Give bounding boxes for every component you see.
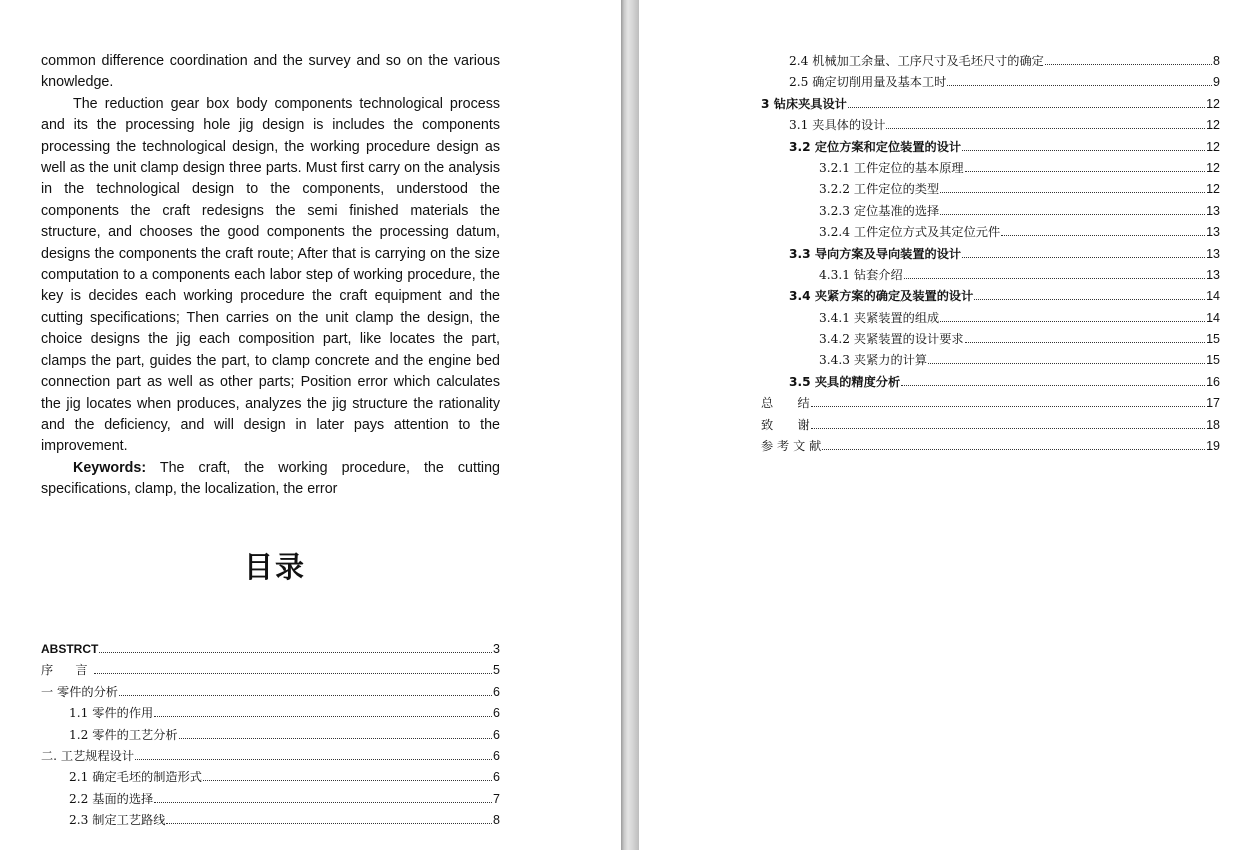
toc-entry[interactable]: 3.1 夹具体的设计 12 [789,118,1220,133]
toc-entry[interactable]: 2.3 制定工艺路线 8 [69,813,500,828]
toc-entry[interactable]: 3.2.3 定位基准的选择 13 [819,203,1220,218]
toc-entry[interactable]: 致 谢 18 [761,417,1220,432]
toc-entry[interactable]: 3.2.2 工件定位的类型 12 [819,182,1220,197]
toc-entry[interactable]: 一 零件的分析 6 [41,684,500,699]
toc-title: 目录 [244,550,307,584]
page-gutter [621,0,639,850]
toc-entry[interactable]: 2.5 确定切削用量及基本工时 9 [789,75,1220,90]
toc-entry[interactable]: 3.4 夹紧方案的确定及装置的设计 14 [789,289,1220,304]
abstract-paragraph: The reduction gear box body components technological process and its the processing hole jig design is includes the components processing the technological design, the working procedure design as well as the unit clamp design three parts. Must first carry on the analysis in the technological design to the components, understood the components the craft redesigns the semi finished materials the structure, and chooses the good components the processing datum, designs the components the craft route; After that is carrying on the size computation to a components each labor step of working procedure, the key is decides each working procedure the craft equipment and the cutting specifications; Then carries on the unit clamp the design, the choice designs the jig each composition part, like locates the part, clamps the part, guides the part, to clamp concrete and the engine bed connection part as well as other parts; Position error which calculates the jig locates when produces, analyzes the jig structure the rationality and the deficiency, and will design in later pays attention to the improvement. [41,95,500,455]
keywords-label: Keywords: [73,459,147,476]
toc-entry[interactable]: 3.2.1 工件定位的基本原理 12 [819,160,1220,175]
toc-entry[interactable]: 1.2 零件的工艺分析 6 [69,727,500,742]
toc-entry[interactable]: 3.4.3 夹紧力的计算 15 [819,353,1220,368]
table-of-contents-continued [761,51,1220,457]
toc-entry[interactable]: 3.3 导向方案及导向装置的设计 13 [789,246,1220,261]
toc-entry[interactable]: 4.3.1 钻套介绍 13 [819,267,1220,282]
toc-entry[interactable]: 3.5 夹具的精度分析 16 [789,374,1220,389]
toc-entry[interactable]: 总 结 17 [761,396,1220,411]
toc-entry[interactable]: 2.4 机械加工余量、工序尺寸及毛坯尺寸的确定 8 [789,54,1220,68]
toc-entry[interactable]: 3.2.4 工件定位方式及其定位元件 13 [819,225,1220,240]
keywords-paragraph [41,458,500,501]
abstract-text [41,51,500,501]
toc-entry[interactable]: 3 钻床夹具设计 12 [761,96,1220,111]
abstract-paragraph: common difference coordination and the survey and so on the various knowledge. [41,53,500,91]
table-of-contents [41,639,500,832]
toc-entry[interactable]: ABSTRCT 3 [41,642,500,656]
toc-entry[interactable]: 3.4.2 夹紧装置的设计要求 15 [819,332,1220,347]
toc-entry[interactable]: 1.1 零件的作用 6 [69,706,500,721]
keywords-text: The craft, the working procedure, the cutting specifications, clamp, the localization, the error [41,459,500,498]
toc-entry[interactable]: 2.1 确定毛坯的制造形式 6 [69,770,500,785]
toc-entry[interactable]: 序 言 5 [41,663,500,678]
toc-entry[interactable]: 二. 工艺规程设计 6 [41,748,500,763]
toc-entry[interactable]: 2.2 基面的选择 7 [69,791,500,806]
toc-entry[interactable]: 3.2 定位方案和定位装置的设计 12 [789,139,1220,154]
toc-entry[interactable]: 参 考 文 献 19 [761,439,1220,454]
toc-entry[interactable]: 3.4.1 夹紧装置的组成 14 [819,310,1220,325]
